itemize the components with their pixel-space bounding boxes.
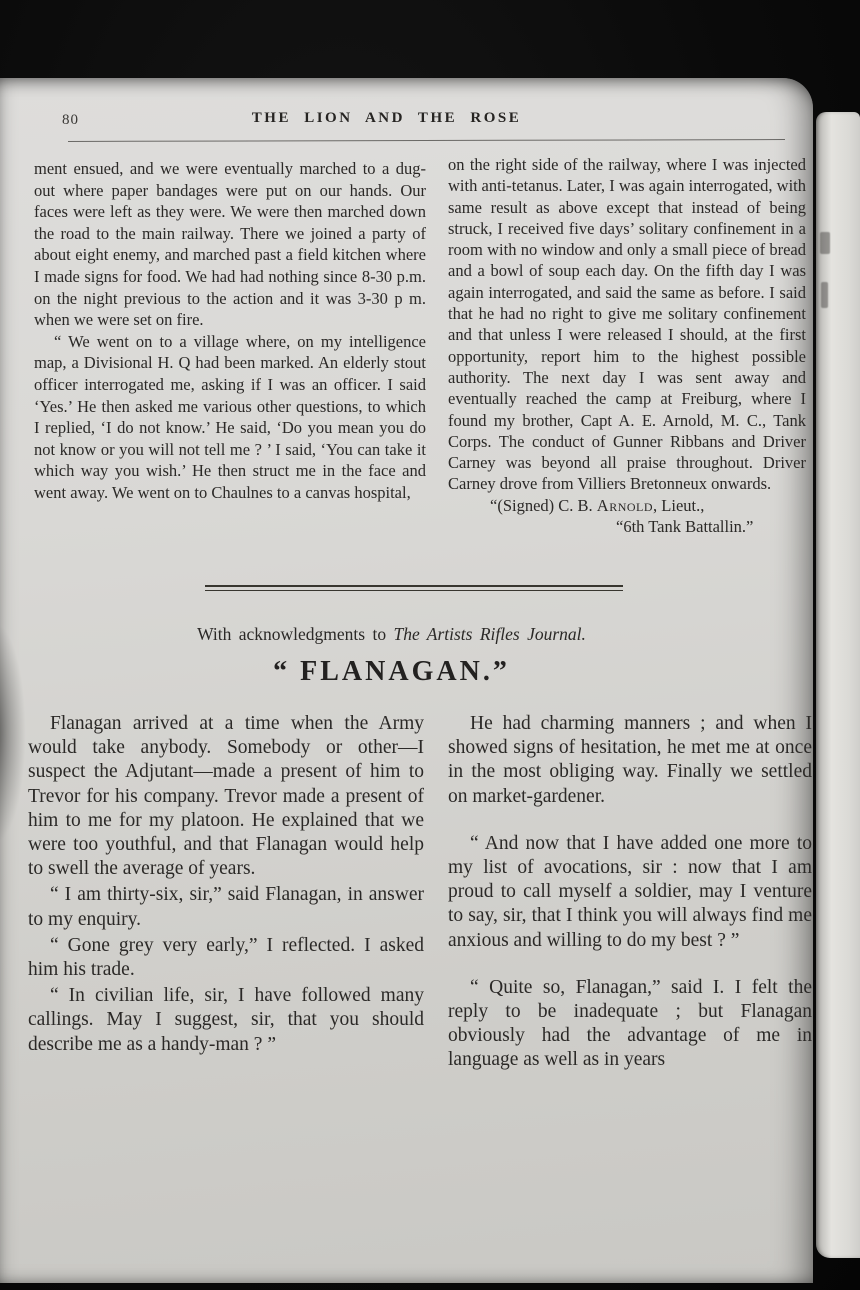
paragraph: “ And now that I have added one more to my list of avocations, sir : now that I am proud to call myself a soldier, may I venture to say, sir, that I think you will always find me anxious and willing to do my best ? ”	[448, 832, 812, 951]
paragraph: He had charming manners ; and when I showed signs of hesitation, he met me at once in the most obliging way. Finally we settled on market-gardener.	[448, 713, 812, 807]
running-title: THE LION AND THE ROSE	[251, 110, 522, 126]
article-title: “ FLANAGAN.”	[273, 656, 510, 687]
paragraph: on the right side of the railway, where I was injected with anti-tetanus. Later, I was again interrogated, with same result as above except that instead of being struck, I received five days’ solitary confinement in a room with no window and only a small piece of bread and a bowl of soup each day. On the fifth day I was again interrogated, and said the same as before. I said that he had no right to give me solitary confinement and that unless I were released I should, at the first opportunity, report him to the highest possible authority. The next day I was sent away and eventually reached the camp at Freiburg, where I found my brother, Capt A. E. Arnold, M. C., Tank Corps. The conduct of Gunner Ribbans and Driver Carney was beyond all praise throughout. Driver Carney drove from Villiers Bretonneux onwards.	[448, 155, 806, 494]
signature-unit-line: “6th Tank Battallin.”	[616, 517, 754, 537]
signature-line	[448, 495, 806, 516]
paragraph: “ Gone grey very early,” I reflected. I asked him his trade.	[28, 934, 424, 981]
signature-prefix: “(Signed) C. B.	[490, 495, 597, 515]
page-edge-mark	[820, 232, 830, 254]
signature-suffix: , Lieut.,	[653, 495, 705, 515]
flanagan-right-column	[448, 712, 812, 1096]
paragraph: “ In civilian life, sir, I have followed many callings. May I suggest, sir, that you should describe me as a handy-man ? ”	[28, 985, 424, 1055]
acknowledgment-source: The Artists Rifles Journal.	[393, 624, 586, 644]
acknowledgment-line	[20, 624, 763, 645]
top-article-right-paragraphs	[448, 154, 806, 495]
double-rule-separator	[205, 585, 623, 591]
top-article-left-column	[34, 158, 426, 504]
paragraph: ment ensued, and we were eventually marched to a dug-out where paper bandages were put on our hands. Our faces were left as they were. We were then marched down the road to the main railway. There we joined a party of about eight enemy, and marched past a field kitchen where I made signs for food. We had had nothing since 8-30 p.m. on the night previous to the action and it was 3-30 p m. when we were set on fire.	[34, 159, 426, 330]
book-page	[0, 78, 813, 1283]
signature-name: Arnold	[596, 495, 654, 515]
paragraph: “ I am thirty-six, sir,” said Flanagan, in answer to my enquiry.	[28, 884, 424, 930]
header-rule	[68, 139, 785, 142]
page-edge-mark	[821, 282, 828, 308]
page-number: 80	[62, 112, 79, 128]
top-article-right-column	[448, 154, 806, 537]
paragraph: “ We went on to a village where, on my intelligence map, a Divisional H. Q had been marked. An elderly stout officer interrogated me, asking if I was an officer. I said ‘Yes.’ He then asked me various other questions, to which I replied, ‘I do not know.’ He said, ‘Do you mean you do not know or you will not tell me ? ’ I said, ‘You can take it which way you wish.’ He then struct me in the face and went away. We went on to Chaulnes to a canvas hospital,	[34, 331, 426, 502]
paragraph: “ Quite so, Flanagan,” said I. I felt the reply to be inadequate ; but Flanagan obviously had the advantage of me in language as well as in years	[448, 976, 812, 1071]
acknowledgment-prefix: With acknowledgments to	[197, 624, 394, 644]
flanagan-left-column	[28, 712, 424, 1059]
paragraph: Flanagan arrived at a time when the Army would take anybody. Somebody or other—I suspect the Adjutant—made a present of him to Trevor for his company. Trevor made a present of him to me for my platoon. He explained that we were too youthful, and that Flanagan would help to swell the average of years.	[28, 713, 424, 880]
